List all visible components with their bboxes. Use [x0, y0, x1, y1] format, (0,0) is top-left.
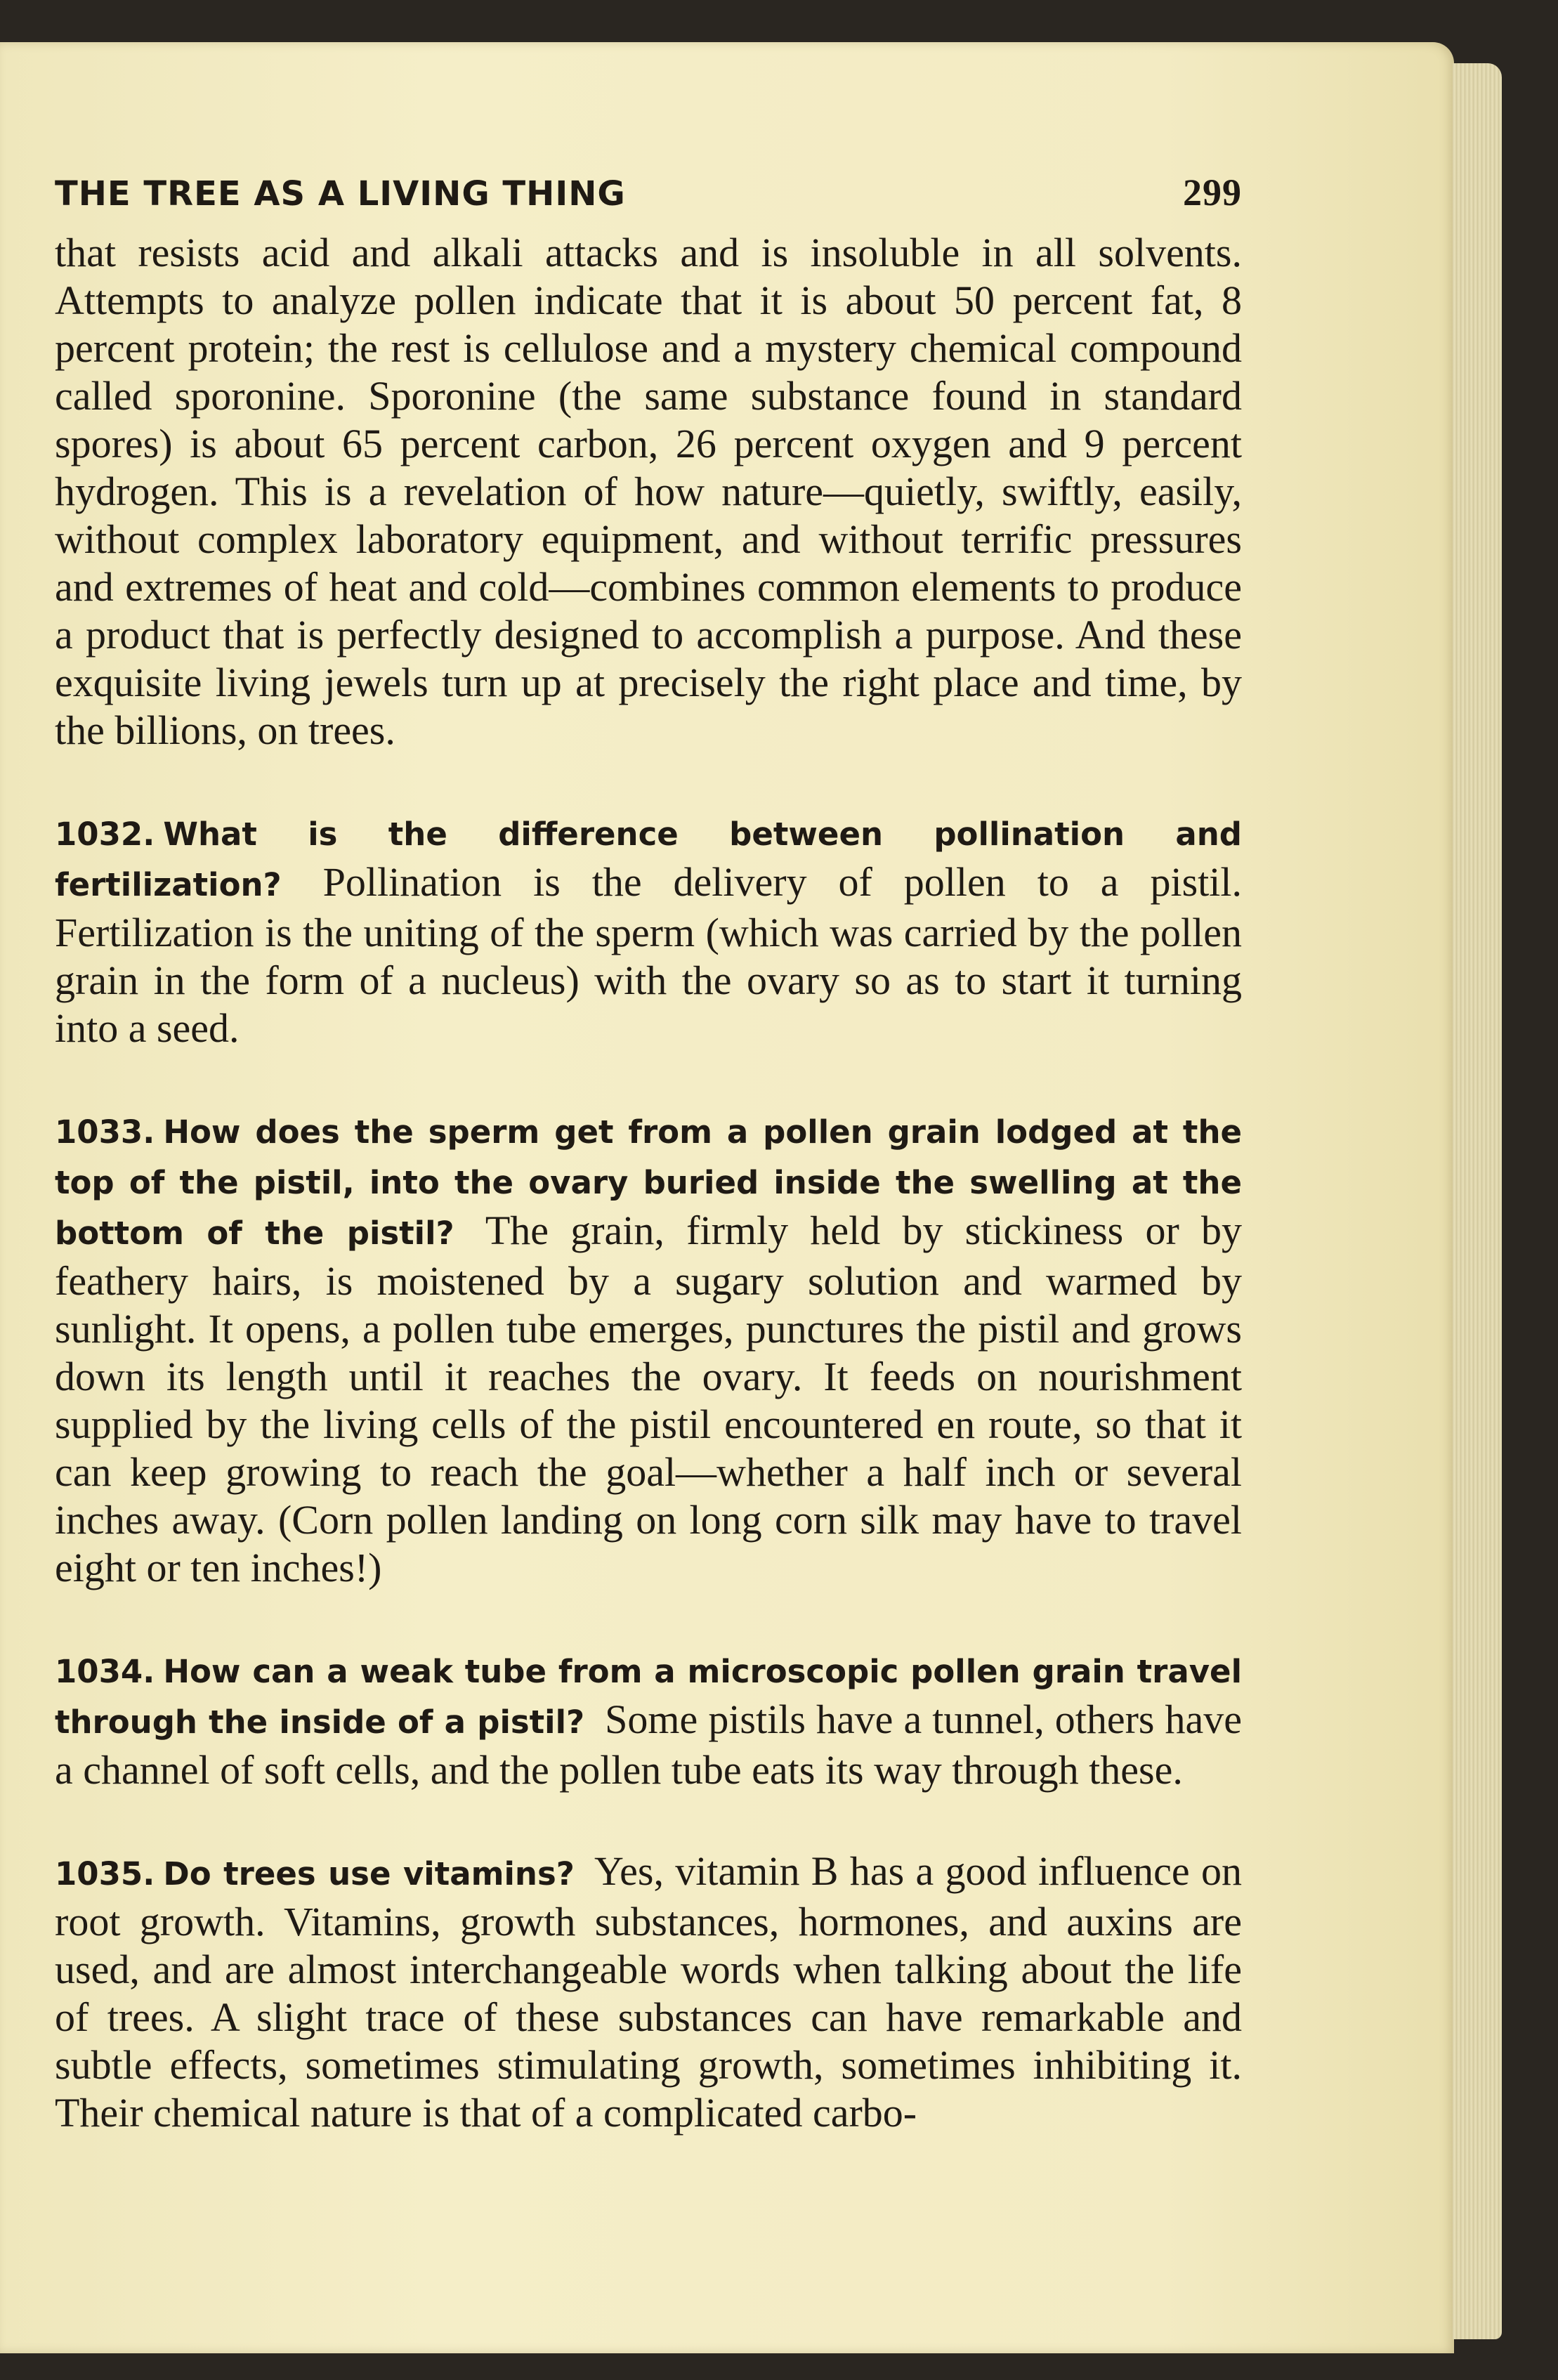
entry-answer: Pollination is the delivery of pollen to a pistil. Fertilization is the uniting of the sperm (which was carried by the pollen grain in the form of a nucleus) with the ovary so as to start it turning into a seed. — [55, 859, 1242, 1051]
entry-1034 — [55, 1645, 1242, 1794]
entry-number: 1035. — [55, 1855, 155, 1892]
entry-question: Do trees use vitamins? — [163, 1855, 575, 1892]
entry-number: 1034. — [55, 1653, 155, 1690]
running-head — [55, 169, 1242, 218]
entry-number: 1032. — [55, 816, 155, 853]
entry-number: 1033. — [55, 1113, 155, 1151]
entry-question: What is the difference between pollination and fertilization? — [55, 816, 1242, 903]
entry-1033 — [55, 1106, 1242, 1592]
running-title: THE TREE AS A LIVING THING — [55, 174, 626, 214]
entry-answer: Some pistils have a tunnel, others have a channel of soft cells, and the pollen tube eats its way through these. — [55, 1696, 1242, 1793]
entry-1035 — [55, 1848, 1242, 2137]
page-content — [55, 169, 1242, 2137]
intro-paragraph: that resists acid and alkali attacks and is insoluble in all solvents. Attempts to analyze pollen indicate that it is about 50 percent fat, 8 percent protein; the rest is cellulose and a mystery chemical compound called sporonine. Sporonine (the same substance found in standard spores) is about 65 percent carbon, 26 percent oxygen and 9 percent hydrogen. This is a revelation of how nature—quietly, swiftly, easily, without complex laboratory equipment, and without terrific pressures and extremes of heat and cold—combines common elements to produce a product that is perfectly designed to accomplish a purpose. And these exquisite living jewels turn up at precisely the right place and time, by the billions, on trees. — [55, 230, 1242, 753]
entry-question: How does the sperm get from a pollen grain lodged at the top of the pistil, into the ovary buried inside the swelling at the bottom of the pistil? — [55, 1113, 1242, 1252]
page-stack-edge — [1453, 63, 1502, 2339]
entry-question: How can a weak tube from a microscopic pollen grain travel through the inside of a pistil? — [55, 1653, 1242, 1741]
entry-answer: The grain, firmly held by stickiness or by feathery hairs, is moistened by a sugary solution and warmed by sunlight. It opens, a pollen tube emerges, punctures the pistil and grows down its length until it reaches the ovary. It feeds on nourishment supplied by the living cells of the pistil encountered en route, so that it can keep growing to reach the goal—whether a half inch or several inches away. (Corn pollen landing on long corn silk may have to travel eight or ten inches!) — [55, 1208, 1243, 1590]
entry-1032 — [55, 808, 1242, 1052]
entry-answer: Yes, vitamin B has a good influence on root growth. Vitamins, growth substances, hormones, and auxins are used, and are almost interchangeable words when talking about the life of trees. A slight trace of these substances can have remarkable and subtle effects, sometimes stimulating growth, sometimes inhibiting it. Their chemical nature is that of a complicated carbo- — [55, 1848, 1242, 2136]
page-number: 299 — [1183, 171, 1242, 214]
